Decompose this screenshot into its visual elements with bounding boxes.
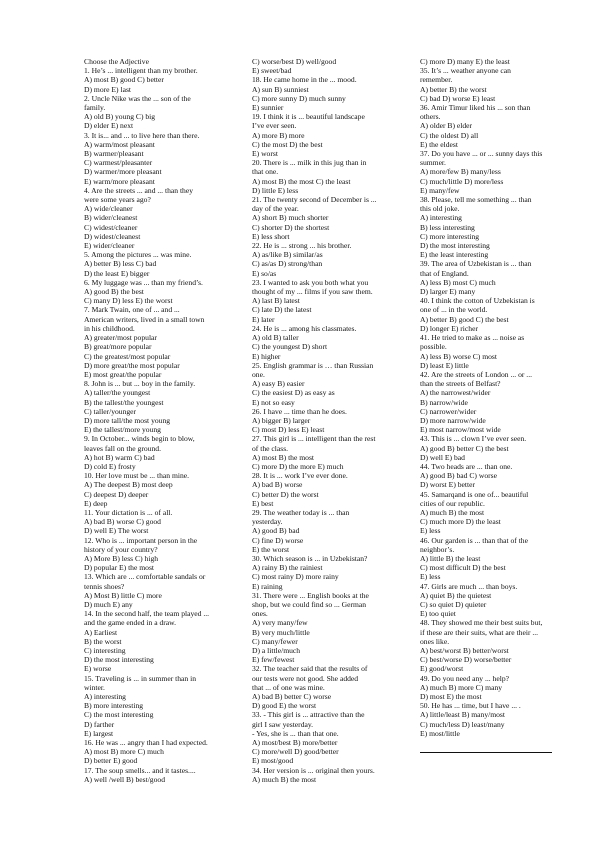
- text-line: C) better D) the worst: [252, 489, 319, 499]
- text-line: E) good/worst: [420, 664, 464, 674]
- text-line: C) the most D) the best: [252, 139, 323, 149]
- text-line: D) more tall/the most young: [84, 415, 171, 425]
- text-line: 2. Uncle Nike was the ... son of the: [84, 93, 191, 103]
- text-line: C) widest/cleaner: [84, 222, 138, 232]
- text-line: 19. I think it is ... beautiful landscape: [252, 112, 365, 122]
- text-line: C) most D) less E) least: [252, 425, 325, 435]
- text-line: A) better B) good C) the best: [420, 314, 509, 324]
- text-line: A) old B) young C) big: [84, 112, 156, 122]
- text-line: E) too quiet: [420, 609, 456, 619]
- text-line: leaves fall on the ground.: [84, 443, 161, 453]
- text-line: A) Earliest: [84, 627, 118, 637]
- text-line: A) last B) latest: [252, 296, 300, 306]
- text-line: E) the least interesting: [420, 250, 489, 260]
- text-line: winter.: [84, 682, 105, 692]
- column-1: [84, 57, 244, 784]
- text-line: E) most/little: [420, 728, 460, 738]
- text-line: D) more E) last: [84, 84, 132, 94]
- text-line: A) bad B) better C) worse: [252, 692, 332, 702]
- text-line: B) more interesting: [84, 701, 144, 711]
- text-line: A) warm/most pleasant: [84, 139, 155, 149]
- text-line: E) largest: [84, 728, 114, 738]
- text-line: I’ve ever seen.: [252, 121, 297, 131]
- text-line: yesterday.: [252, 517, 283, 527]
- text-line: A) older B) elder: [420, 121, 473, 131]
- text-line: 27. This girl is ... intelligent than the rest: [252, 434, 376, 444]
- text-line: C) most difficult D) the best: [420, 563, 506, 573]
- text-line: E) many/few: [420, 185, 460, 195]
- text-line: C) narrower/wider: [420, 406, 477, 416]
- text-line: A) less B) most C) much: [420, 277, 496, 287]
- text-line: E) most narrow/most wide: [420, 425, 501, 435]
- text-line: remember.: [420, 75, 453, 85]
- text-line: E) worst: [252, 149, 278, 159]
- text-line: in his childhood.: [84, 323, 135, 333]
- text-line: 5. Among the pictures ... was mine.: [84, 250, 192, 260]
- text-line: D) the least E) bigger: [84, 268, 150, 278]
- text-line: A) rainy B) the rainiest: [252, 563, 323, 573]
- text-line: 45. Samarqand is one of... beautiful: [420, 489, 529, 499]
- text-line: C) so quiet D) quieter: [420, 599, 487, 609]
- text-line: A) little/least B) many/most: [420, 710, 505, 720]
- text-line: C) deepest D) deeper: [84, 489, 149, 499]
- text-line: C) taller/younger: [84, 406, 137, 416]
- text-line: D) longer E) richer: [420, 323, 478, 333]
- text-line: D) farther: [84, 719, 115, 729]
- text-line: 50. He has ... time, but I have ... .: [420, 701, 521, 711]
- text-line: 44. Two heads are ... than one.: [420, 461, 513, 471]
- text-line: B) warmer/pleasant: [84, 149, 144, 159]
- text-line: thought of my ... films if you saw them.: [252, 287, 373, 297]
- text-line: 37. Do you have ... or ... sunny days this: [420, 149, 543, 159]
- text-line: summer.: [420, 158, 446, 168]
- text-line: A) interesting: [84, 692, 126, 702]
- text-line: one.: [252, 369, 265, 379]
- text-line: 32. The teacher said that the results of: [252, 664, 368, 674]
- text-line: 13. Which are ... comfortable sandals or: [84, 572, 206, 582]
- text-line: 12. Who is ... important person in the: [84, 535, 198, 545]
- text-line: 31. There were ... English books at the: [252, 590, 369, 600]
- text-line: C) warmest/pleasanter: [84, 158, 153, 168]
- text-line: C) more interesting: [420, 231, 480, 241]
- text-line: than the streets of Belfast?: [420, 379, 501, 389]
- text-line: that ... of one was mine.: [252, 682, 325, 692]
- text-line: D) much E) any: [84, 599, 133, 609]
- text-line: tennis shoes?: [84, 581, 125, 591]
- text-line: A) easy B) easier: [252, 379, 305, 389]
- text-line: A) greater/most popular: [84, 333, 157, 343]
- text-line: of the class.: [252, 443, 289, 453]
- text-line: 33. - This girl is ... attractive than the: [252, 710, 365, 720]
- text-line: C) more/well D) good/better: [252, 747, 339, 757]
- text-line: others.: [420, 112, 441, 122]
- text-line: B) great/more popular: [84, 342, 152, 352]
- text-line: E) higher: [252, 351, 281, 361]
- text-line: A) more B) more: [252, 130, 305, 140]
- text-line: D) most E) the most: [420, 692, 482, 702]
- text-line: A) sun B) sunniest: [252, 84, 309, 94]
- text-line: 23. I wanted to ask you both what you: [252, 277, 369, 287]
- text-line: neighbor’s.: [420, 544, 455, 554]
- text-line: 46. Our garden is ... than that of the: [420, 535, 528, 545]
- text-line: E) sweet/bad: [252, 66, 292, 76]
- text-line: A) bad B) worse: [252, 480, 303, 490]
- text-line: E) so/as: [252, 268, 277, 278]
- text-line: 11. Your dictation is ... of all.: [84, 507, 173, 517]
- text-line: C) interesting: [84, 646, 126, 655]
- text-line: A) interesting: [420, 213, 462, 223]
- column-2: [252, 57, 412, 784]
- text-line: 48. They showed me their best suits but,: [420, 618, 543, 628]
- text-line: A) wide/cleaner: [84, 204, 133, 214]
- text-line: D) warmer/more pleasant: [84, 167, 162, 177]
- text-line: 7. Mark Twain, one of ... and ...: [84, 305, 180, 315]
- text-line: C) the oldest D) all: [420, 130, 479, 140]
- text-line: D) little E) less: [252, 185, 299, 195]
- text-line: ones.: [252, 609, 268, 619]
- text-line: A) most B) the most: [252, 452, 315, 462]
- text-line: 25. English grammar is … than Russian: [252, 360, 374, 370]
- text-line: A) old B) taller: [252, 333, 299, 343]
- text-line: C) many D) less E) the worst: [84, 296, 173, 306]
- text-line: E) few/fewest: [252, 655, 295, 665]
- text-line: 17. The soup smells... and it tastes....: [84, 765, 196, 775]
- text-line: family.: [84, 103, 106, 113]
- text-line: 9. In October... winds begin to blow,: [84, 434, 195, 444]
- text-line: B) narrow/wide: [420, 397, 468, 407]
- text-line: B) the tallest/the youngest: [84, 397, 164, 407]
- text-line: A) bad B) worse C) good: [84, 517, 161, 527]
- text-line: D) popular E) the most: [84, 563, 155, 573]
- text-line: E) not so easy: [252, 397, 295, 407]
- text-line: 34. Her version is ... original then yours.: [252, 765, 375, 775]
- text-line: D) well E) bad: [420, 452, 465, 462]
- text-line: C) the most interesting: [84, 710, 154, 720]
- text-line: D) widest/cleanest: [84, 231, 141, 241]
- text-line: A) less B) worse C) most: [420, 351, 497, 361]
- text-line: E) the tallest/more young: [84, 425, 161, 435]
- text-line: D) the most interesting: [420, 241, 490, 251]
- text-line: American writers, lived in a small town: [84, 314, 205, 324]
- text-line: A) taller/the youngest: [84, 388, 151, 398]
- text-line: A) good B) bad: [252, 526, 300, 536]
- text-line: A) Most B) little C) more: [84, 590, 162, 600]
- text-line: 21. The twenty second of December is ...: [252, 195, 377, 205]
- text-line: A) very many/few: [252, 618, 308, 628]
- text-line: C) best/worse D) worse/better: [420, 655, 512, 665]
- text-line: 29. The weather today is ... than: [252, 507, 350, 517]
- text-line: D) larger E) many: [420, 287, 476, 297]
- text-line: C) much/less D) least/many: [420, 719, 505, 729]
- text-line: A) quiet B) the quietest: [420, 590, 492, 600]
- text-line: C) fine D) worse: [252, 535, 304, 545]
- text-line: 49. Do you need any ... help?: [420, 673, 509, 683]
- text-line: 28. It is ... work I’ve ever done.: [252, 471, 348, 481]
- text-line: A) best/worst B) better/worst: [420, 646, 509, 655]
- text-line: D) a little/much: [252, 646, 301, 655]
- text-line: cities of our republic.: [420, 498, 485, 508]
- text-line: day of the year.: [252, 204, 299, 214]
- text-line: 42. Are the streets of London ... or ...: [420, 369, 532, 379]
- text-line: 40. I think the cotton of Uzbekistan is: [420, 296, 535, 306]
- text-line: 41. He tried to make as ... noise as: [420, 333, 525, 343]
- text-line: 10. Her love must be ... than mine.: [84, 471, 190, 481]
- text-line: B) the worst: [84, 636, 122, 646]
- text-line: D) good E) the worst: [252, 701, 317, 711]
- footer-rule: [420, 752, 552, 753]
- text-line: C) many/fewer: [252, 636, 298, 646]
- text-line: 16. He was ... angry than I had expected.: [84, 738, 208, 748]
- text-line: 14. In the second half, the team played ...: [84, 609, 210, 619]
- text-line: A) little B) the least: [420, 553, 481, 563]
- text-line: 1. He’s ... intelligent than my brother.: [84, 66, 198, 76]
- text-line: history of your country?: [84, 544, 158, 554]
- text-line: E) worse: [84, 664, 112, 674]
- text-line: C) more sunny D) much sunny: [252, 93, 346, 103]
- text-line: D) more narrow/wide: [420, 415, 486, 425]
- text-line: C) the greatest/most popular: [84, 351, 171, 361]
- text-line: E) the eldest: [420, 139, 458, 149]
- text-line: C) more D) the more E) much: [252, 461, 344, 471]
- text-line: 4. Are the streets ... and ... than they: [84, 185, 194, 195]
- text-line: D) well E) The worst: [84, 526, 149, 536]
- text-line: A) short B) much shorter: [252, 213, 329, 223]
- text-line: E) less short: [252, 231, 290, 241]
- text-line: E) deep: [84, 498, 108, 508]
- text-line: C) bad D) worse E) least: [420, 93, 496, 103]
- text-line: 20. There is ... milk in this jug than in: [252, 158, 367, 168]
- text-line: 24. He is ... among his classmates.: [252, 323, 357, 333]
- text-line: 43. This is ... clown I’ve ever seen.: [420, 434, 527, 444]
- text-line: one of ... in the world.: [420, 305, 488, 315]
- text-line: A) much B) the most: [420, 507, 485, 517]
- text-line: 18. He came home in the ... mood.: [252, 75, 357, 85]
- text-line: D) the most interesting: [84, 655, 154, 665]
- text-line: if these are their suits, what are their ...: [420, 627, 539, 637]
- text-line: A) the narrowest/wider: [420, 388, 491, 398]
- text-line: 47. Girls are much ... than boys.: [420, 581, 518, 591]
- text-line: A) most/best B) more/better: [252, 738, 338, 748]
- text-line: E) best: [252, 498, 274, 508]
- text-line: C) worse/best D) well/good: [252, 57, 337, 66]
- text-line: A) as/like B) similar/as: [252, 250, 323, 260]
- text-line: A) most B) the most C) the least: [252, 176, 351, 186]
- text-line: D) better E) good: [84, 756, 138, 766]
- text-line: A) More B) less C) high: [84, 553, 159, 563]
- text-line: E) less: [420, 572, 441, 582]
- text-line: E) later: [252, 314, 275, 324]
- text-line: and the game ended in a draw.: [84, 618, 177, 628]
- text-line: A) most B) good C) better: [84, 75, 164, 85]
- text-line: 3. It is... and ... to live here than there.: [84, 130, 200, 140]
- text-line: - Yes, she is ... than that one.: [252, 728, 339, 738]
- text-line: E) warm/more pleasant: [84, 176, 155, 186]
- text-line: girl I saw yesterday.: [252, 719, 314, 729]
- text-line: 8. John is ... but ... boy in the family.: [84, 379, 196, 389]
- text-line: C) most rainy D) more rainy: [252, 572, 339, 582]
- text-line: B) less interesting: [420, 222, 475, 232]
- text-line: E) raining: [252, 581, 283, 591]
- text-line: 30. Which season is ... in Uzbekistan?: [252, 553, 368, 563]
- text-line: C) shorter D) the shortest: [252, 222, 330, 232]
- text-line: 36. Amir Timur liked his ... son than: [420, 103, 531, 113]
- text-line: our tests were not good. She added: [252, 673, 359, 683]
- text-line: E) sunnier: [252, 103, 284, 113]
- text-line: ones like.: [420, 636, 450, 646]
- text-line: were some years ago?: [84, 195, 151, 205]
- text-line: possible.: [420, 342, 447, 352]
- text-line: 26. I have ... time than he does.: [252, 406, 347, 416]
- text-line: A) good B) the best: [84, 287, 144, 297]
- text-line: C) more D) many E) the least: [420, 57, 510, 66]
- text-line: Choose the Adjective: [84, 57, 149, 66]
- text-line: 39. The area of Uzbekistan is ... than: [420, 259, 532, 269]
- text-line: A) well /well B) best/good: [84, 774, 165, 784]
- text-line: 15. Traveling is ... in summer than in: [84, 673, 197, 683]
- text-line: D) worst E) better: [420, 480, 476, 490]
- text-line: A) bigger B) larger: [252, 415, 311, 425]
- text-line: A) better B) the worst: [420, 84, 487, 94]
- text-line: D) elder E) next: [84, 121, 134, 131]
- text-line: E) most/good: [252, 756, 294, 766]
- text-line: that one.: [252, 167, 279, 177]
- text-line: B) wider/cleanest: [84, 213, 138, 223]
- text-line: E) the worst: [252, 544, 290, 554]
- text-line: C) the youngest D) short: [252, 342, 328, 352]
- text-line: D) cold E) frosty: [84, 461, 136, 471]
- text-line: C) much/little D) more/less: [420, 176, 504, 186]
- text-line: A) The deepest B) most deep: [84, 480, 173, 490]
- text-line: this old joke.: [420, 204, 460, 214]
- text-line: E) wider/cleaner: [84, 241, 135, 251]
- text-line: A) most B) more C) much: [84, 747, 164, 757]
- text-line: shop, but we could find so ... German: [252, 599, 367, 609]
- column-3: [420, 57, 580, 738]
- text-line: E) less: [420, 526, 441, 536]
- text-line: that of England.: [420, 268, 469, 278]
- text-line: C) much more D) the least: [420, 517, 501, 527]
- text-line: A) more/few B) many/less: [420, 167, 501, 177]
- text-line: A) hot B) warm C) bad: [84, 452, 155, 462]
- text-line: C) late D) the latest: [252, 305, 312, 315]
- text-line: A) much B) the most: [252, 774, 317, 784]
- text-line: C) the easiest D) as easy as: [252, 388, 335, 398]
- text-line: 38. Please, tell me something ... than: [420, 195, 532, 205]
- text-line: A) good B) bad C) worse: [420, 471, 497, 481]
- text-line: E) most great/the popular: [84, 369, 162, 379]
- text-line: B) very much/little: [252, 627, 310, 637]
- text-line: A) better B) less C) bad: [84, 259, 157, 269]
- text-line: A) much B) more C) many: [420, 682, 503, 692]
- text-line: C) as/as D) strong/than: [252, 259, 323, 269]
- text-line: A) good B) better C) the best: [420, 443, 509, 453]
- text-line: D) least E) little: [420, 360, 469, 370]
- text-line: D) more great/the most popular: [84, 360, 180, 370]
- text-line: 6. My luggage was ... than my friend’s.: [84, 277, 203, 287]
- text-line: 22. He is ... strong ... his brother.: [252, 241, 352, 251]
- text-line: 35. It’s ... weather anyone can: [420, 66, 511, 76]
